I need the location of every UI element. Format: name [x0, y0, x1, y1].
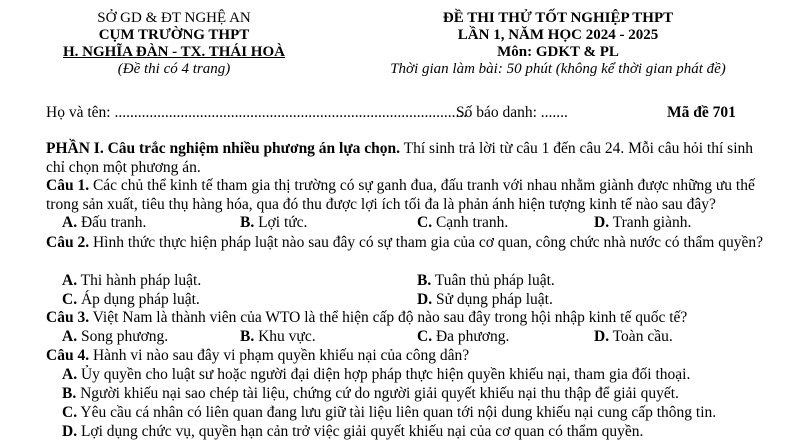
question-text: Hành vi nào sau đây vi phạm quyền khiếu nại của công dân? — [89, 347, 470, 364]
district-name: H. NGHĨA ĐÀN - TX. THÁI HOÀ — [63, 44, 285, 60]
q3-option-d: D. Toàn cầu. — [594, 328, 673, 345]
q3-option-c: C. Đa phương. — [417, 328, 510, 345]
question-1 — [46, 177, 774, 214]
question-number: Câu 4. — [46, 347, 90, 364]
q4-option-c: C. Yêu cầu cá nhân có liên quan đang lưu giữ tài liệu liên quan tới nội dung khiếu nại cung cấp thông tin. — [62, 404, 717, 421]
part1-heading — [46, 140, 774, 177]
q2-option-c: C. Áp dụng pháp luật. — [62, 291, 200, 308]
question-3 — [46, 309, 687, 328]
student-id-field: Số báo danh: ....... — [456, 104, 568, 121]
q1-option-d: D. Tranh giành. — [594, 214, 692, 231]
question-number: Câu 2. — [46, 234, 90, 251]
q2-option-a: A. Thi hành pháp luật. — [62, 272, 202, 289]
question-2 — [46, 234, 774, 253]
q1-option-a: A. Đấu tranh. — [62, 214, 147, 231]
q1-option-c: C. Cạnh tranh. — [417, 214, 509, 231]
question-number: Câu 3. — [46, 309, 90, 326]
pages-note: (Đề thi có 4 trang) — [117, 61, 231, 77]
question-text: Việt Nam là thành viên của WTO là thể hiện cấp độ nào sau đây trong hội nhập kinh tế quốc tế? — [89, 309, 688, 326]
header-left — [28, 10, 320, 78]
exam-round: LẦN 1, NĂM HỌC 2024 - 2025 — [457, 27, 659, 43]
q4-option-d: D. Lợi dụng chức vụ, quyền hạn cản trở việc giải quyết khiếu nại của cơ quan có thẩm quyền. — [62, 423, 644, 440]
q4-option-b: B. Người khiếu nại sao chép tài liệu, chứng cứ do người giải quyết khiếu nại thu thập để giải quyết. — [62, 385, 679, 402]
department-name: SỞ GD & ĐT NGHỆ AN — [97, 10, 251, 26]
question-4 — [46, 347, 469, 366]
part1-title: PHẦN I. Câu trắc nghiệm nhiều phương án lựa chọn. — [46, 140, 401, 157]
exam-title: ĐỀ THI THỬ TỐT NGHIỆP THPT — [442, 10, 674, 26]
question-number: Câu 1. — [46, 177, 90, 194]
exam-code: Mã đề 701 — [667, 104, 736, 121]
exam-time: Thời gian làm bài: 50 phút (không kể thời gian phát đề) — [390, 61, 726, 77]
q3-option-b: B. Khu vực. — [240, 328, 316, 345]
q2-option-d: D. Sử dụng pháp luật. — [417, 291, 553, 308]
student-name-field: Họ và tên: ........................................................................................... — [46, 104, 468, 121]
part1-instruction: Thí sinh trả lời từ câu 1 đến câu 24. Mỗi câu hỏi thí sinh chỉ chọn một phương án. — [46, 140, 753, 176]
exam-subject: Môn: GDKT & PL — [497, 44, 619, 60]
q3-option-a: A. Song phương. — [62, 328, 169, 345]
q4-option-a: A. Ủy quyền cho luật sư hoặc người đại diện hợp pháp thực hiện quyền khiếu nại, tham gia đối thoại. — [62, 366, 691, 383]
question-text: Các chủ thể kinh tế tham gia thị trường có sự ganh đua, đấu tranh với nhau nhằm giành được những ưu thế trong sản xuất, tiêu thụ hàng hóa, qua đó thu được lợi ích tối đa là phản ánh hiện tượng kinh tế nào sau đây? — [46, 177, 755, 213]
header-right — [338, 10, 778, 78]
question-text: Hình thức thực hiện pháp luật nào sau đây có sự tham gia của cơ quan, công chức nhà nước có thẩm quyền? — [89, 234, 763, 251]
q1-option-b: B. Lợi tức. — [240, 214, 308, 231]
school-cluster: CỤM TRƯỜNG THPT — [98, 27, 250, 43]
q2-option-b: B. Tuân thủ pháp luật. — [417, 272, 555, 289]
